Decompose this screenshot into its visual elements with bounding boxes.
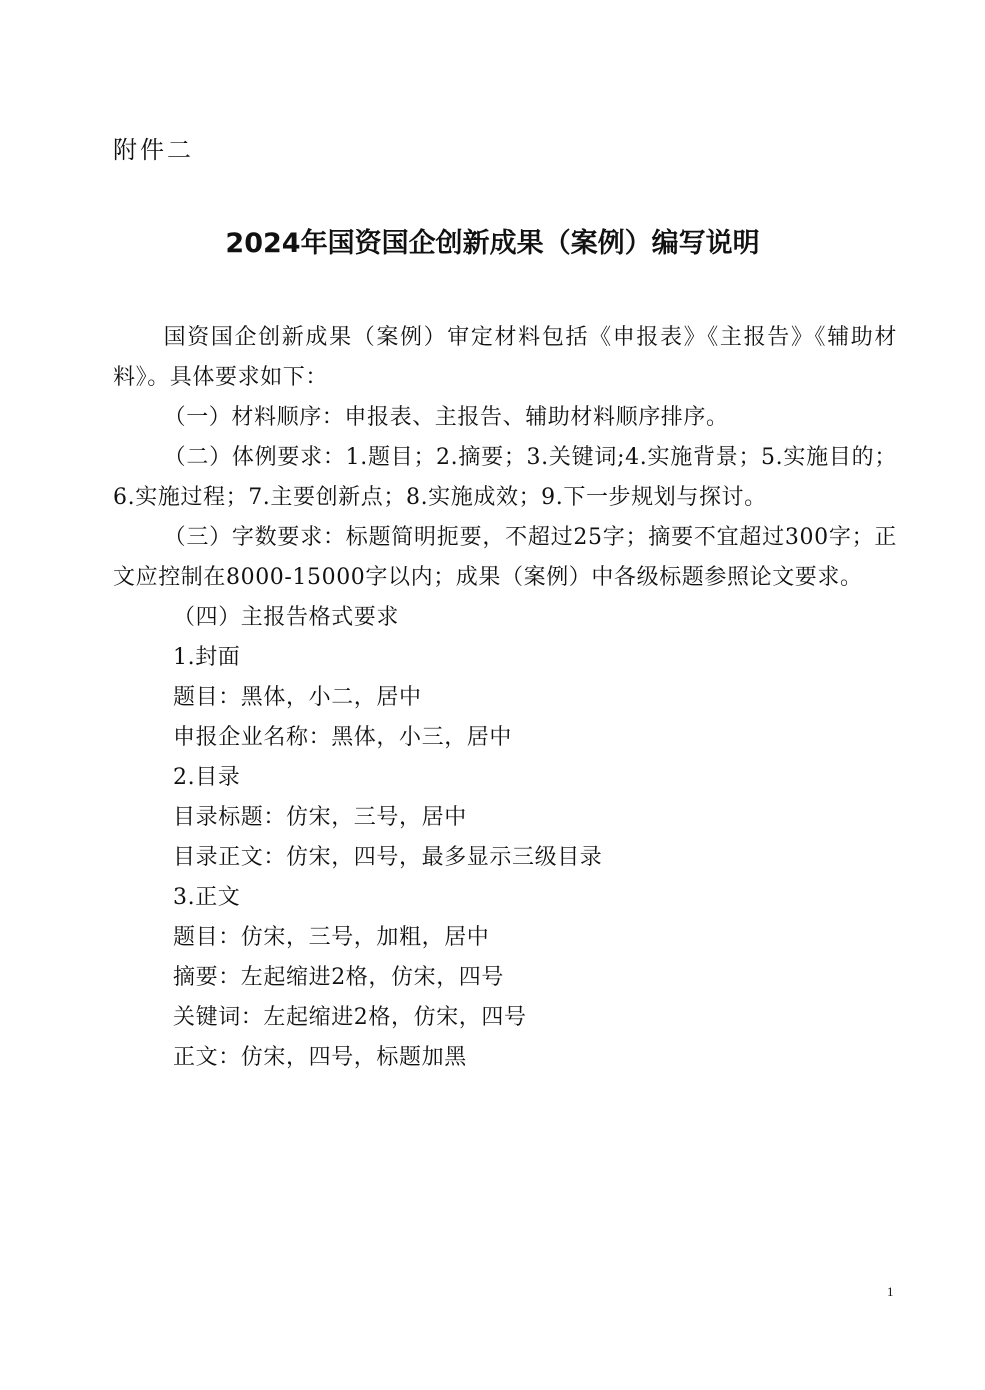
section-structure: （二）体例要求：1.题目；2.摘要；3.关键词;4.实施背景；5.实施目的；6.实施过程；7.主要创新点；8.实施成效；9.下一步规划与探讨。 bbox=[113, 445, 897, 510]
section-order: （一）材料顺序：申报表、主报告、辅助材料顺序排序。 bbox=[163, 405, 729, 430]
section-format-heading: （四）主报告格式要求 bbox=[173, 605, 400, 630]
text-title-rule: 题目：仿宋，三号，加粗，居中 bbox=[173, 925, 490, 950]
section-word-count: （三）字数要求：标题简明扼要，不超过25字；摘要不宜超过300字；正文应控制在8000-15000字以内；成果（案例）中各级标题参照论文要求。 bbox=[113, 525, 897, 590]
document-title: 2024年国资国企创新成果（案例）编写说明 bbox=[225, 228, 760, 259]
text-keywords-rule: 关键词：左起缩进2格，仿宋，四号 bbox=[173, 1005, 527, 1030]
page-number: 1 bbox=[887, 1284, 894, 1299]
document-body bbox=[113, 318, 897, 1078]
intro-paragraph: 国资国企创新成果（案例）审定材料包括《申报表》《主报告》《辅助材料》。具体要求如下： bbox=[113, 325, 897, 390]
cover-company-rule: 申报企业名称：黑体，小三，居中 bbox=[173, 725, 513, 750]
toc-heading: 2.目录 bbox=[173, 765, 241, 790]
text-abstract-rule: 摘要：左起缩进2格，仿宋，四号 bbox=[173, 965, 504, 990]
cover-title-rule: 题目：黑体，小二，居中 bbox=[173, 685, 422, 710]
toc-body-rule: 目录正文：仿宋，四号，最多显示三级目录 bbox=[173, 845, 603, 870]
text-body-rule: 正文：仿宋，四号，标题加黑 bbox=[173, 1045, 467, 1070]
attachment-label: 附件二 bbox=[113, 136, 194, 164]
toc-title-rule: 目录标题：仿宋，三号，居中 bbox=[173, 805, 467, 830]
text-heading: 3.正文 bbox=[173, 885, 241, 910]
cover-heading: 1.封面 bbox=[173, 645, 241, 670]
